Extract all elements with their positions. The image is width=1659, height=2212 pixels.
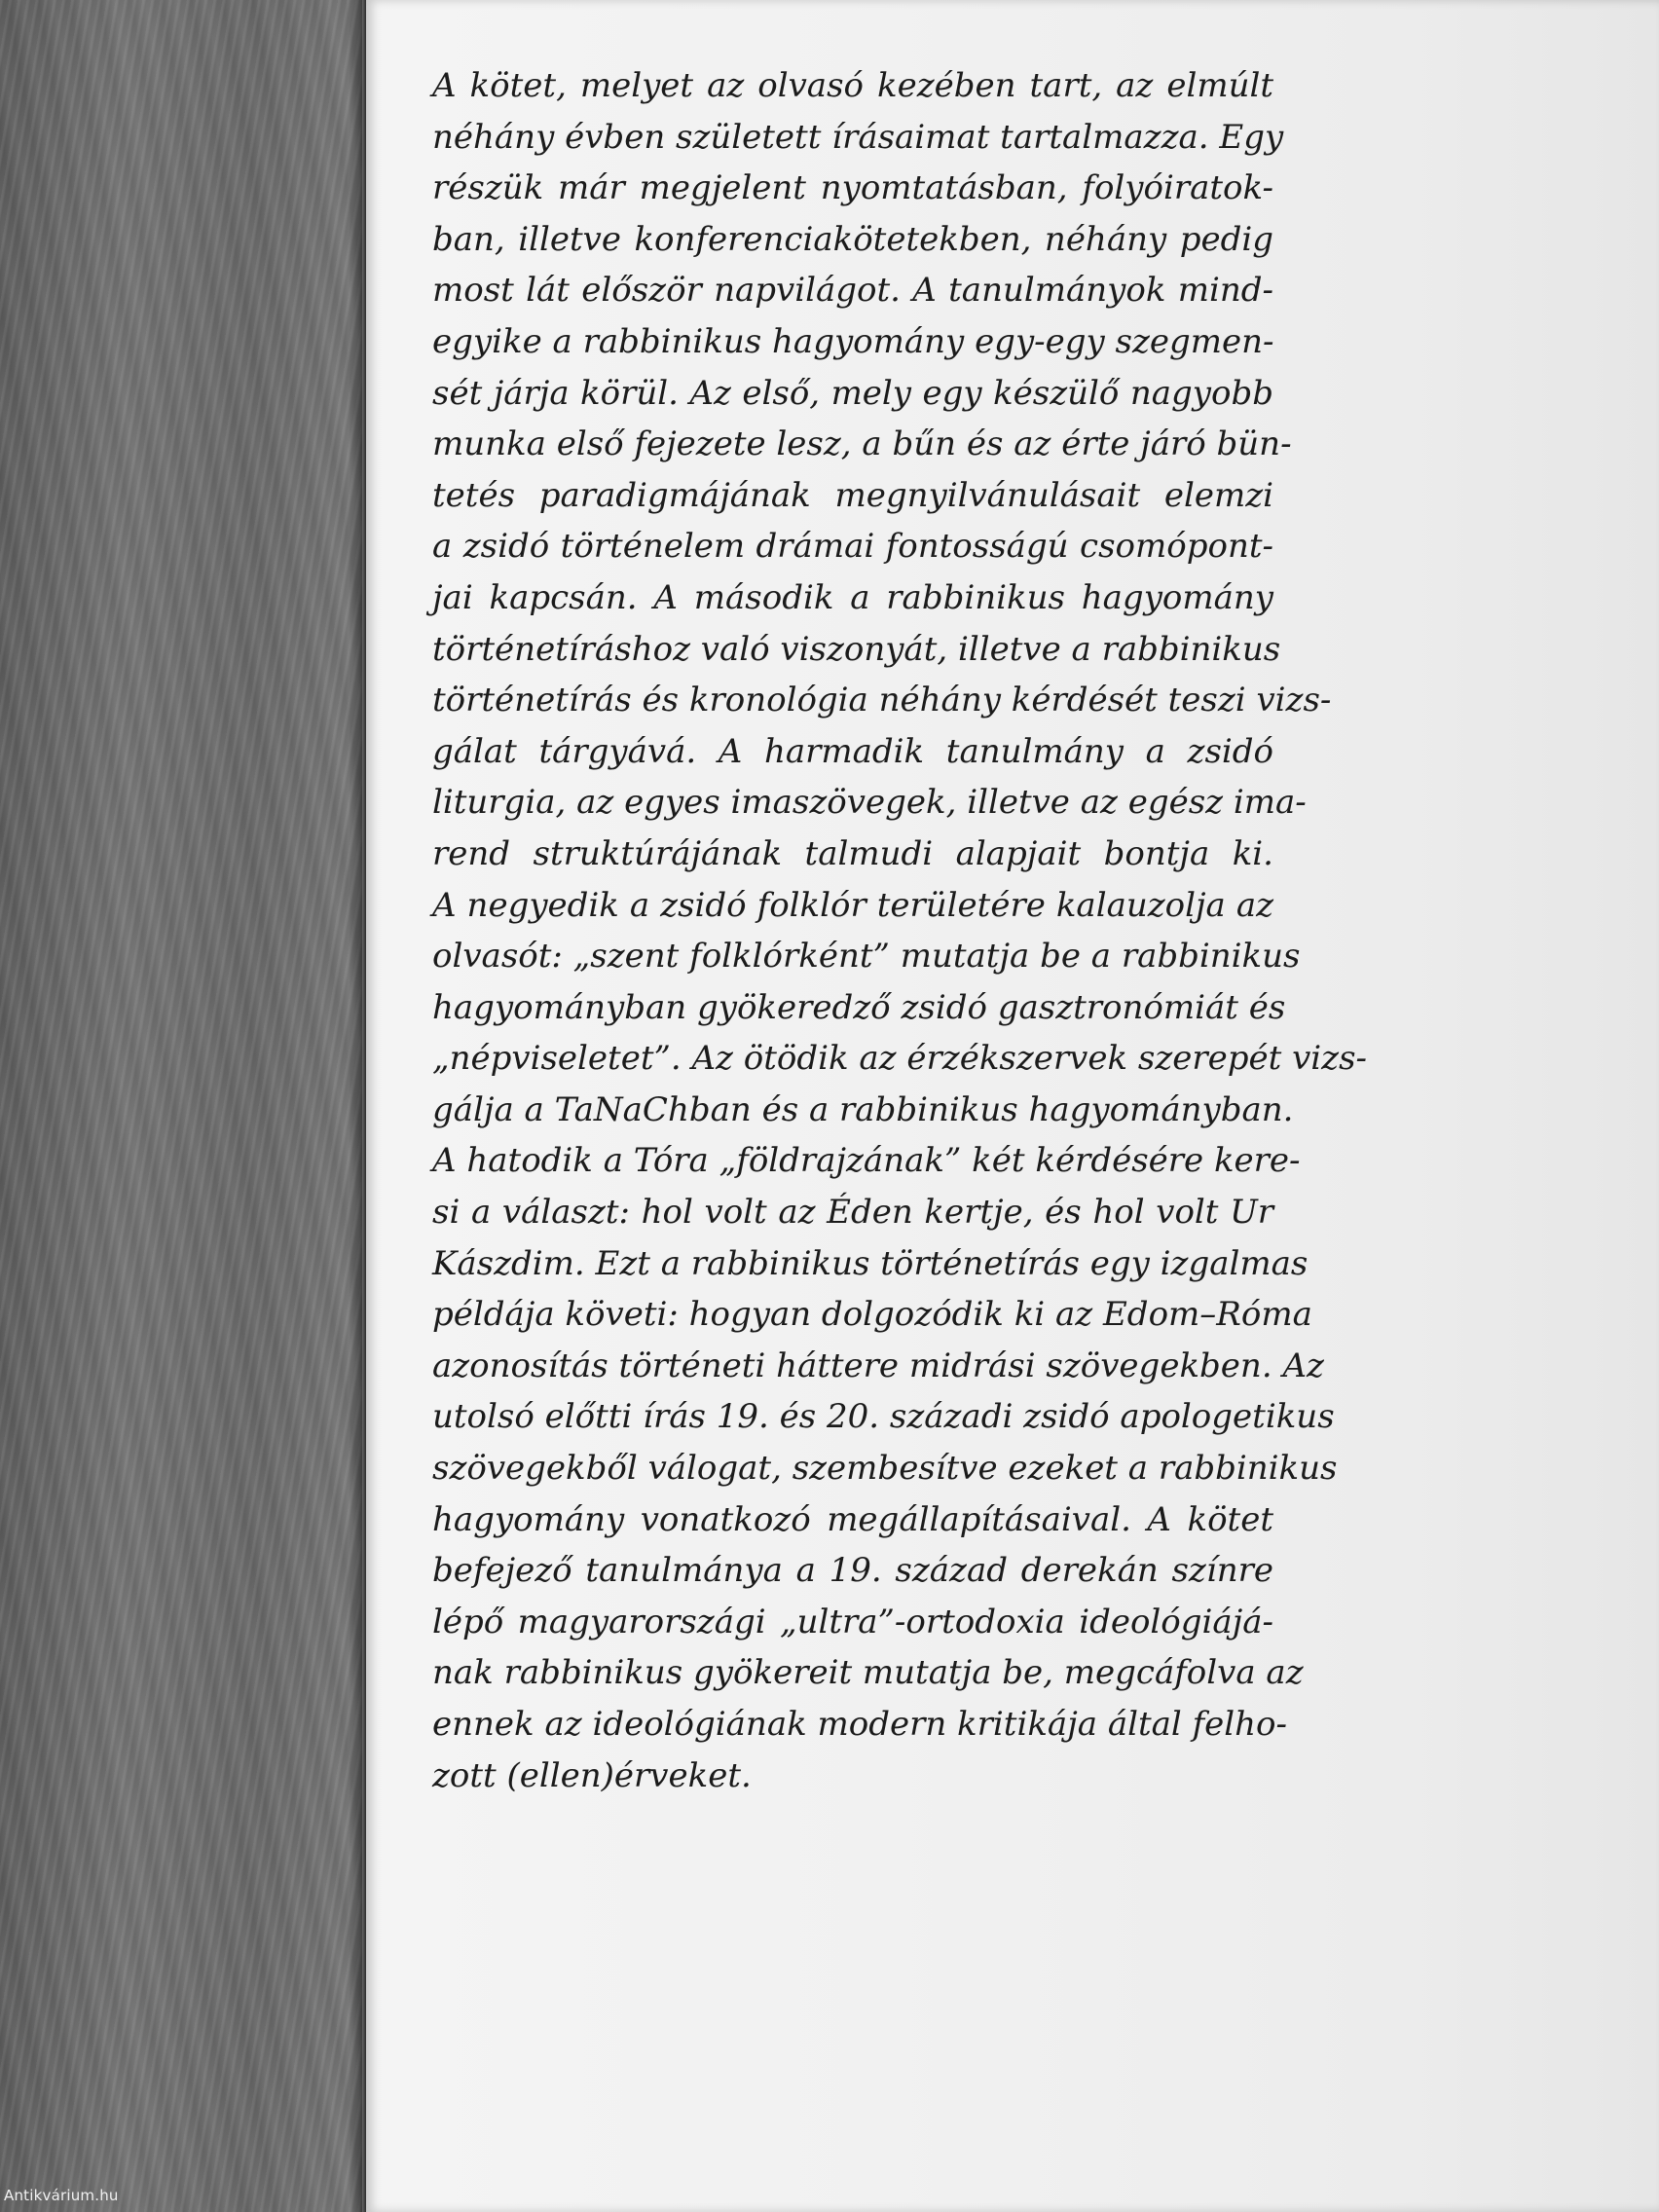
text-line: „népviseletet”. Az ötödik az érzékszervek szerepét vizs-	[432, 1039, 1368, 1079]
text-line: liturgia, az egyes imaszövegek, illetve az egész ima-	[432, 783, 1307, 823]
text-line: A negyedik a zsidó folklór területére kalauzolja az	[432, 885, 1273, 925]
watermark: Antikvárium.hu	[4, 2187, 119, 2204]
text-line: tetés paradigmájának megnyilvánulásait elemzi	[432, 475, 1273, 515]
text-line: jai kapcsán. A második a rabbinikus hagyomány	[432, 577, 1273, 617]
text-line: si a választ: hol volt az Éden kertje, és hol volt Ur	[432, 1193, 1273, 1233]
text-line: olvasót: „szent folklórként” mutatja be a rabbinikus	[432, 937, 1301, 977]
text-line: részük már megjelent nyomtatásban, folyóiratok-	[432, 168, 1273, 208]
page-gutter-shadow	[349, 0, 366, 2212]
text-line: néhány évben született írásaimat tartalmazza. Egy	[432, 117, 1284, 157]
wooden-surface	[0, 0, 362, 2212]
text-line: A hatodik a Tóra „földrajzának” két kérdésére kere-	[432, 1141, 1301, 1181]
text-line: azonosítás történeti háttere midrási szövegekben. Az	[432, 1346, 1324, 1385]
text-line: sét járja körül. Az első, mely egy készülő nagyobb	[432, 373, 1273, 413]
text-line: hagyomány vonatkozó megállapításaival. A kötet	[432, 1499, 1273, 1539]
text-line: nak rabbinikus gyökereit mutatja be, megcáfolva az	[432, 1653, 1304, 1693]
text-line: lépő magyarországi „ultra”-ortodoxia ideológiájá-	[432, 1602, 1273, 1641]
text-line: hagyományban gyökeredző zsidó gasztronómiát és	[432, 987, 1286, 1027]
blurb-text	[432, 60, 1368, 1801]
text-line: munka első fejezete lesz, a bűn és az érte járó bün-	[432, 424, 1292, 464]
text-line: most lát először napvilágot. A tanulmányok mind-	[432, 271, 1273, 311]
text-line: befejező tanulmánya a 19. század derekán színre	[432, 1551, 1273, 1591]
text-line: rend struktúrájának talmudi alapjait bontja ki.	[432, 833, 1273, 873]
text-line: példája követi: hogyan dolgozódik ki az Edom–Róma	[432, 1295, 1312, 1335]
text-line: Kászdim. Ezt a rabbinikus történetírás egy izgalmas	[432, 1243, 1309, 1283]
text-line: történetíráshoz való viszonyát, illetve a rabbinikus	[432, 629, 1281, 669]
text-line: zott (ellen)érveket.	[432, 1755, 752, 1795]
text-line: történetírás és kronológia néhány kérdését teszi vizs-	[432, 681, 1332, 720]
text-line: A kötet, melyet az olvasó kezében tart, az elmúlt	[432, 66, 1273, 105]
text-line: ennek az ideológiának modern kritikája által felho-	[432, 1705, 1288, 1744]
text-line: a zsidó történelem drámai fontosságú csomópont-	[432, 527, 1273, 567]
text-line: egyike a rabbinikus hagyomány egy-egy szegmen-	[432, 321, 1274, 361]
text-line: gálat tárgyává. A harmadik tanulmány a zsidó	[432, 731, 1273, 771]
text-line: ban, illetve konferenciakötetekben, néhány pedig	[432, 219, 1273, 259]
text-line: szövegekből válogat, szembesítve ezeket a rabbinikus	[432, 1449, 1338, 1489]
text-line: gálja a TaNaChban és a rabbinikus hagyományban.	[432, 1089, 1294, 1129]
text-line: utolsó előtti írás 19. és 20. századi zsidó apologetikus	[432, 1397, 1335, 1437]
